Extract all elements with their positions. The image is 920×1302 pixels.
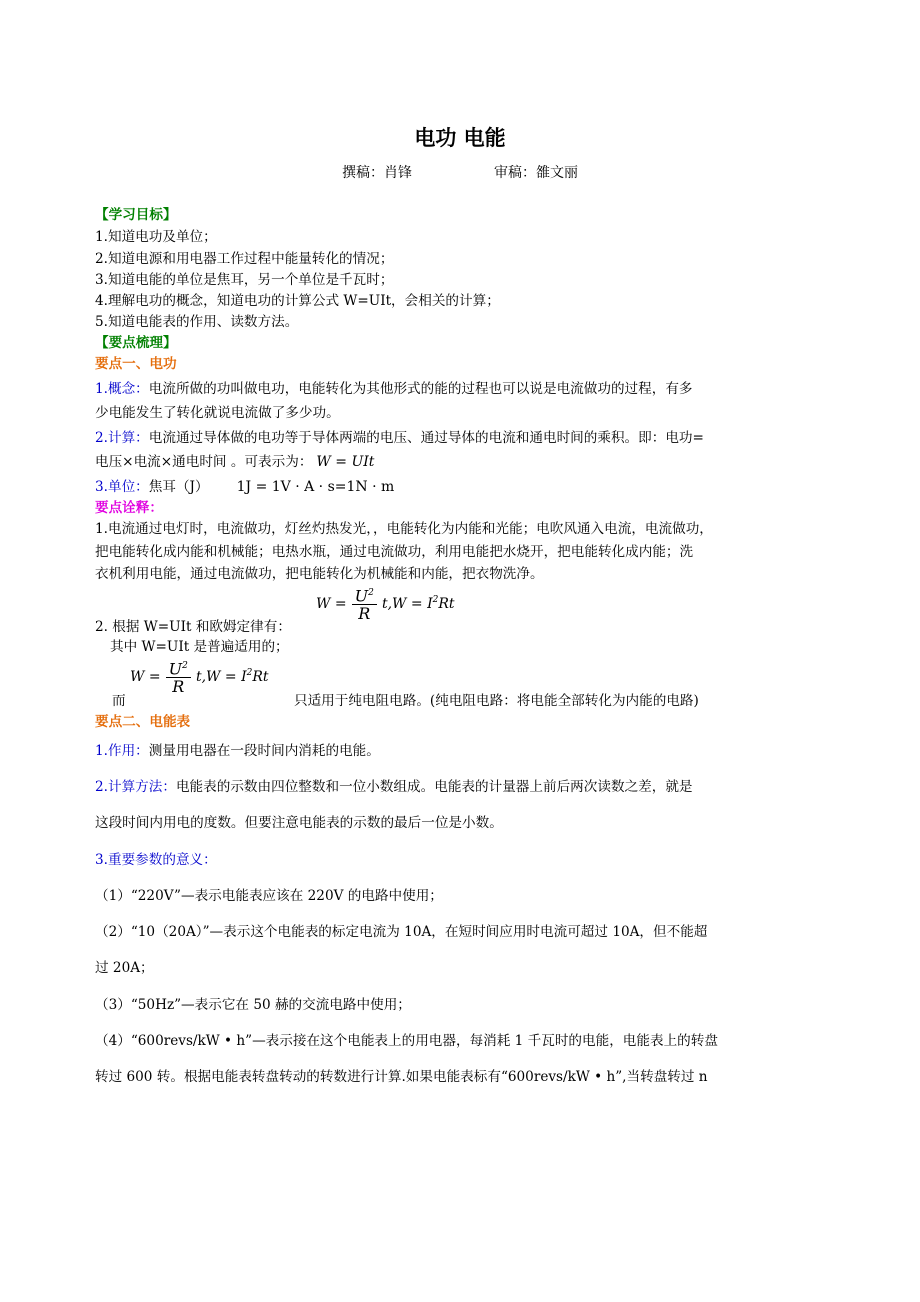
method-line2: 这段时间内用电的度数。但要注意电能表的示数的最后一位是小数。 xyxy=(95,815,503,831)
point2-heading: 要点二、电能表 xyxy=(95,714,191,730)
param-2-line1: （2）“10（20A）”—表示这个电能表的标定电流为 10A，在短时间应用时电流可超过 10A，但不能超 xyxy=(95,924,708,940)
params-label: 3.重要参数的意义： xyxy=(95,852,217,868)
formula-ohm-2: W = $\frac{U^2}{R}$ $t,W = I^2Rt$ xyxy=(130,659,269,697)
point1-heading: 要点一、电功 xyxy=(95,356,177,372)
goal-item: 2.知道电源和用电器工作过程中能量转化的情况； xyxy=(95,251,394,267)
calc-line1: 2.计算：电流通过导体做的电功等于导体两端的电压、通过导体的电流和通电时间的乘积。即：电功= xyxy=(95,430,704,446)
note2-line2: 其中 W=UIt 是普遍适用的； xyxy=(110,639,289,655)
note1-line3: 衣机利用电能，通过电流做功，把电能转化为机械能和内能，把衣物洗净。 xyxy=(95,566,544,582)
param-4-line2: 转过 600 转。根据电能表转盘转动的转数进行计算.如果电能表标有“600revs/kW • h”,当转盘转过 n xyxy=(95,1069,708,1085)
note1-line1: 1.电流通过电灯时，电流做功，灯丝灼热发光，，电能转化为内能和光能；电吹风通入电流，电流做功， xyxy=(95,521,713,537)
goal-item: 1.知道电功及单位； xyxy=(95,229,217,245)
note2-prefix: 而 xyxy=(112,693,126,709)
param-2-line2: 过 20A； xyxy=(95,960,154,976)
page-title: 电功 电能 xyxy=(414,125,506,150)
method-line1: 2.计算方法：电能表的示数由四位整数和一位小数组成。电能表的计量器上前后两次读数之差，就是 xyxy=(95,779,693,795)
authors xyxy=(0,162,920,182)
param-4-line1: （4）“600revs/kW • h”—表示接在这个电能表上的用电器，每消耗 1 千瓦时的电能，电能表上的转盘 xyxy=(95,1033,718,1049)
param-3: （3）“50Hz”—表示它在 50 赫的交流电路中使用； xyxy=(95,997,411,1013)
concept-line2: 少电能发生了转化就说电流做了多少功。 xyxy=(95,405,340,421)
summary-heading: 【要点梳理】 xyxy=(95,335,177,351)
formula-ohm: W = $\frac{U^2}{R}$ $t,W = I^2Rt$ xyxy=(316,586,455,624)
param-1: （1）“220V”—表示电能表应该在 220V 的电路中使用； xyxy=(95,888,443,904)
note2-line1: 2. 根据 W=UIt 和欧姆定律有： xyxy=(95,619,291,635)
notes-heading: 要点诠释： xyxy=(95,500,163,516)
note1-line2: 把电能转化成内能和机械能；电热水瓶，通过电流做功，利用电能把水烧开，把电能转化成内能；洗 xyxy=(95,544,694,560)
goal-item: 4.理解电功的概念，知道电功的计算公式 W=UIt，会相关的计算； xyxy=(95,293,500,309)
unit-line: 3.单位：焦耳（J） 1J = 1V · A · s=1N · m xyxy=(95,479,395,495)
reviewer: 审稿：雒文丽 xyxy=(494,165,578,181)
concept-line1: 1.概念：电流所做的功叫做电功，电能转化为其他形式的能的过程也可以说是电流做功的过程，有多 xyxy=(95,381,693,397)
goals-heading: 【学习目标】 xyxy=(95,207,177,223)
goal-item: 3.知道电能的单位是焦耳，另一个单位是千瓦时； xyxy=(95,272,394,288)
calc-line2: 电压×电流×通电时间 。可表示为： W = UIt xyxy=(95,454,375,470)
use-line: 1.作用：测量用电器在一段时间内消耗的电能。 xyxy=(95,743,380,759)
goal-item: 5.知道电能表的作用、读数方法。 xyxy=(95,314,299,330)
writer: 撰稿：肖锋 xyxy=(342,165,412,181)
note2-suffix: 只适用于纯电阻电路。(纯电阻电路：将电能全部转化为内能的电路) xyxy=(294,693,699,709)
